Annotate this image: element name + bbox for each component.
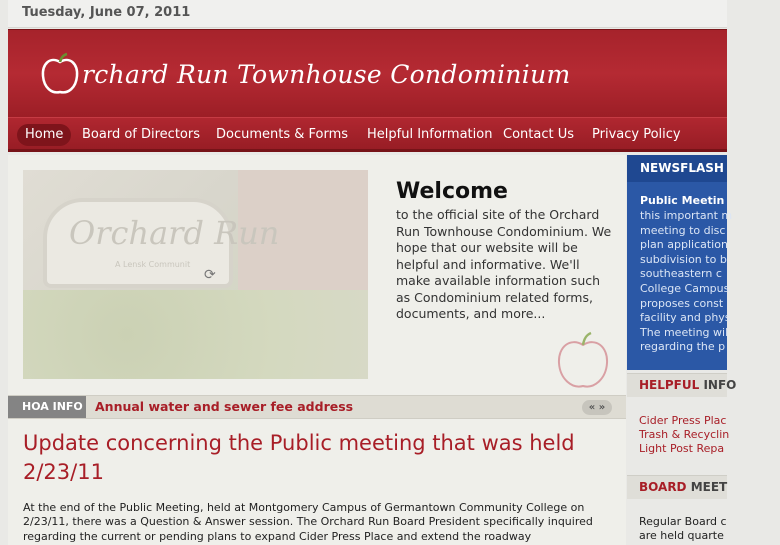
image-slider[interactable] — [23, 170, 368, 379]
sign-subtitle: A Lensk Communit — [115, 260, 191, 269]
sign-title: Orchard Run — [69, 214, 280, 252]
current-date: Tuesday, June 07, 2011 — [22, 5, 191, 20]
nav-board-of-directors[interactable]: Board of Directors — [82, 127, 200, 142]
newsflash-line: regarding the p — [640, 340, 726, 354]
welcome-text: to the official site of the Orchard Run Townhouse Condominium. We hope that our website will be helpful and informative. We'll make available information such as Condominium related forms, documents, and more... — [396, 207, 612, 321]
loading-spinner-icon: ⟳ — [204, 267, 216, 283]
newsflash-heading: NEWSFLASH — [627, 155, 727, 182]
nav-helpful-information[interactable]: Helpful Information — [367, 127, 493, 142]
sidebar — [627, 155, 737, 545]
newsflash-line: this important m — [640, 209, 733, 222]
board-heading-rest: MEET — [686, 480, 728, 494]
main-content — [8, 155, 626, 545]
helpful-link-light-post[interactable]: Light Post Repa — [639, 442, 725, 455]
newsflash-line: meeting to disc — [640, 223, 726, 237]
newsflash-line: subdivision to b — [640, 252, 727, 266]
helpful-heading-red: HELPFUL — [639, 378, 700, 392]
date-bar — [8, 0, 727, 28]
nav-contact-us[interactable]: Contact Us — [503, 127, 574, 142]
newsflash-title[interactable]: Public Meetin — [640, 194, 725, 207]
newsflash-panel — [627, 155, 733, 370]
apple-logo-icon — [40, 52, 80, 96]
flower-bed — [23, 290, 368, 379]
news-ticker — [8, 395, 626, 419]
site-title[interactable]: rchard Run Townhouse Condominium — [82, 60, 571, 89]
nav-documents-forms[interactable]: Documents & Forms — [216, 127, 349, 142]
post-body: At the end of the Public Meeting, held at Montgomery Campus of Germantown Community College on 2/23/11, there was a Question & Answer session. The Orchard Run Board President specifically inquired regarding the current or pending plans to expand Cider Press Place and extend the roadway — [23, 501, 593, 543]
newsflash-line: proposes const — [640, 296, 724, 310]
helpful-heading-rest: INFO — [699, 378, 737, 392]
nav-home[interactable]: Home — [17, 124, 71, 146]
board-meetings-heading — [627, 475, 727, 499]
board-heading-red: BOARD — [639, 480, 687, 494]
newsflash-line: plan application — [640, 238, 728, 252]
main-nav — [8, 117, 727, 152]
newsflash-line: facility and phys — [640, 311, 731, 325]
apple-decoration-icon — [554, 329, 612, 391]
welcome-title: Welcome — [396, 179, 508, 204]
helpful-link-trash-recycling[interactable]: Trash & Recyclin — [639, 428, 730, 441]
ticker-headline[interactable]: Annual water and sewer fee address — [95, 399, 354, 414]
board-text-line: are held quarte — [639, 529, 724, 542]
newsflash-line: southeastern c — [640, 267, 722, 281]
newsflash-line: The meeting wil — [640, 325, 729, 339]
ticker-label: HOA INFO — [8, 396, 86, 418]
board-text-line: Regular Board c — [639, 515, 727, 528]
site-header — [8, 29, 727, 117]
ticker-arrows-icon[interactable]: « » — [582, 400, 612, 415]
nav-privacy-policy[interactable]: Privacy Policy — [592, 127, 681, 142]
helpful-info-heading — [627, 373, 737, 397]
newsflash-line: College Campus — [640, 281, 730, 295]
newsflash-body — [640, 209, 780, 355]
helpful-link-cider-press[interactable]: Cider Press Plac — [639, 414, 727, 427]
post-title[interactable]: Update concerning the Public meeting that was held 2/23/11 — [23, 431, 575, 484]
